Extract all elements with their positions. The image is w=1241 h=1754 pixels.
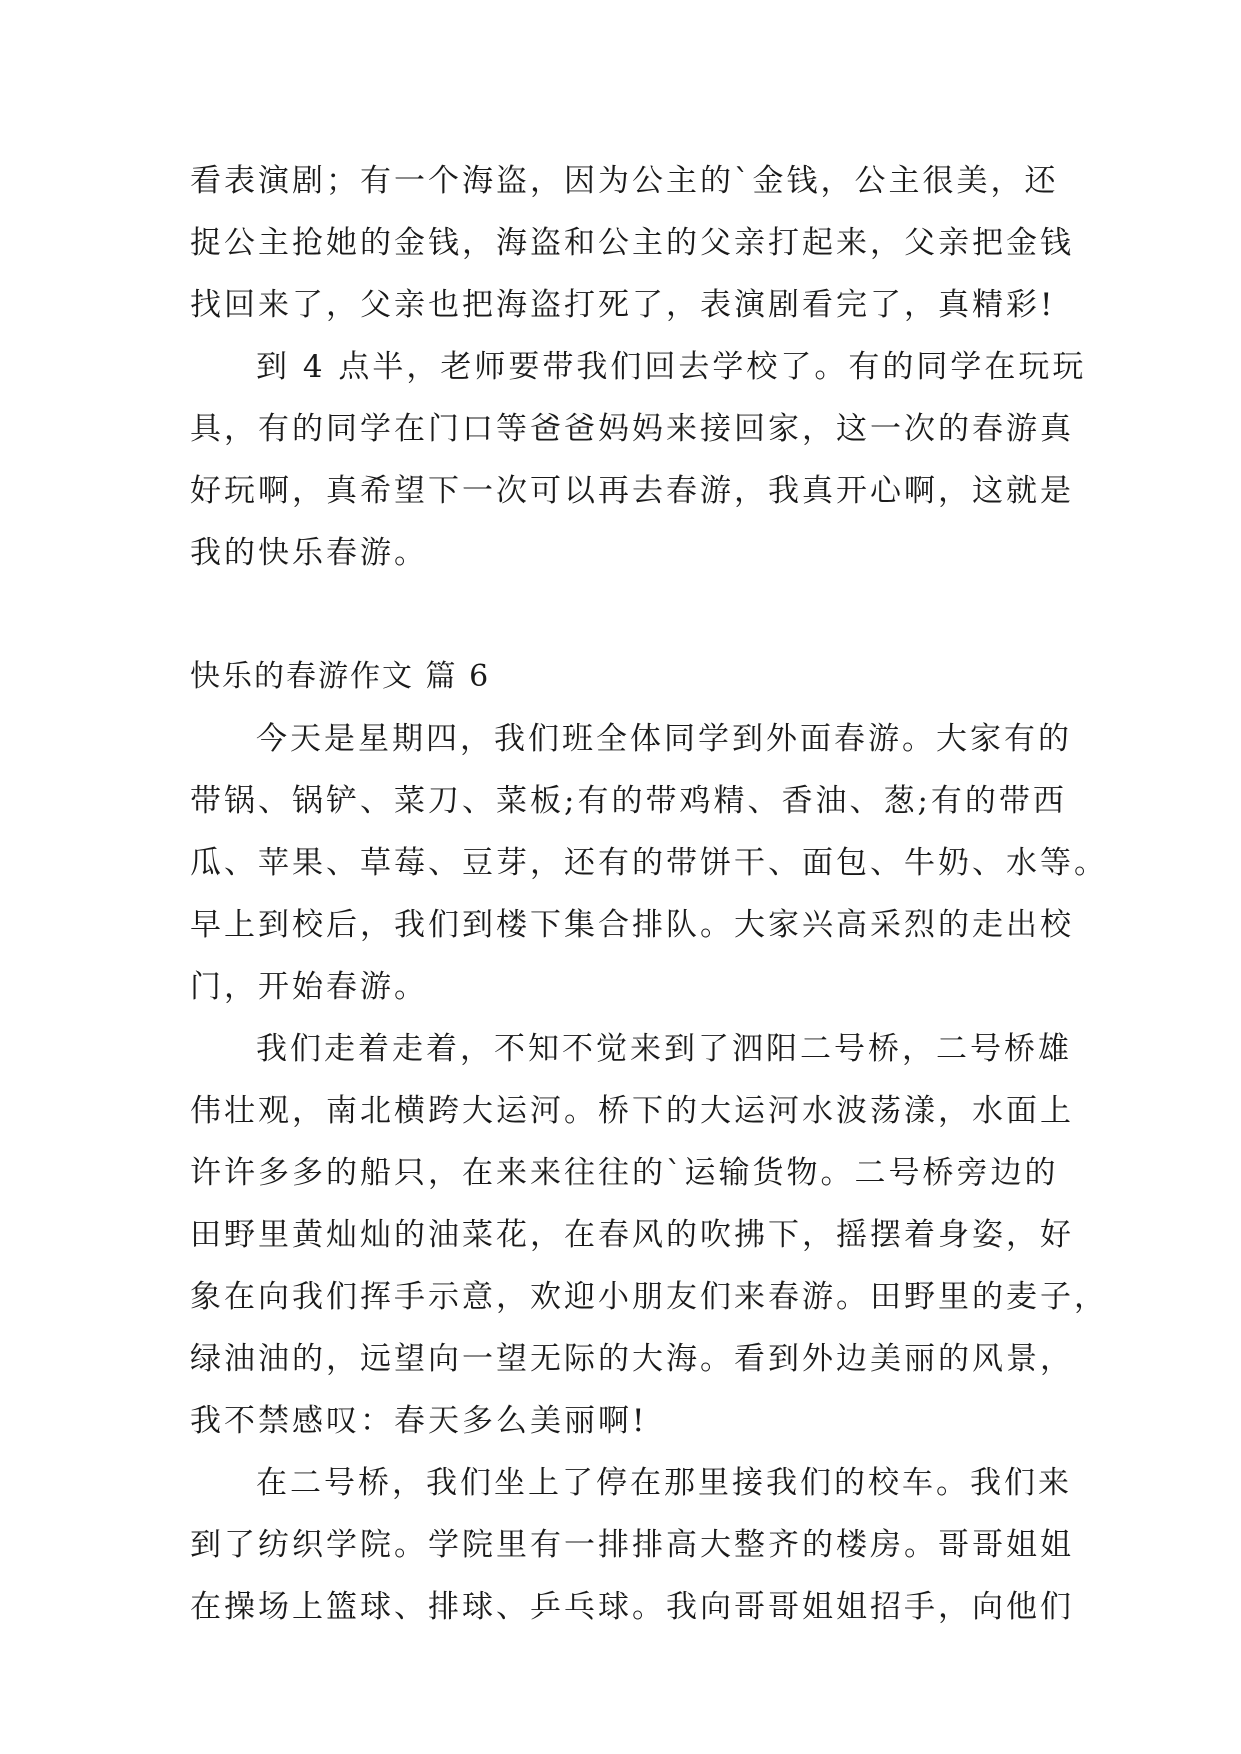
paragraph-preparation (190, 708, 1108, 1018)
text-line: 早上到校后，我们到楼下集合排队。大家兴高采烈的走出校 (190, 907, 1074, 943)
text-line: 好玩啊，真希望下一次可以再去春游，我真开心啊，这就是 (190, 473, 1074, 509)
paragraph-bridge (190, 1018, 1108, 1452)
text-line: 具，有的同学在门口等爸爸妈妈来接回家，这一次的春游真 (190, 411, 1074, 447)
section-heading: 快乐的春游作文 篇 6 (190, 659, 491, 694)
text-line: 我不禁感叹：春天多么美丽啊! (190, 1403, 648, 1439)
paragraph-performance (190, 150, 1074, 336)
text-line: 绿油油的，远望向一望无际的大海。看到外边美丽的风景， (190, 1341, 1074, 1377)
section-gap (190, 584, 1050, 646)
text-line: 在操场上篮球、排球、乒乓球。我向哥哥姐姐招手，向他们 (190, 1589, 1074, 1625)
text-line: 我们走着走着，不知不觉来到了泗阳二号桥，二号桥雄 (256, 1031, 1072, 1067)
text-line: 瓜、苹果、草莓、豆芽，还有的带饼干、面包、牛奶、水等。 (190, 845, 1108, 881)
paragraph-return-school (190, 336, 1087, 584)
text-line: 带锅、锅铲、菜刀、菜板;有的带鸡精、香油、葱;有的带西 (190, 783, 1067, 819)
text-line: 许许多多的船只，在来来往往的`运输货物。二号桥旁边的 (190, 1155, 1059, 1191)
text-line: 在二号桥，我们坐上了停在那里接我们的校车。我们来 (256, 1465, 1072, 1501)
text-line: 象在向我们挥手示意，欢迎小朋友们来春游。田野里的麦子， (190, 1279, 1108, 1315)
text-line: 捉公主抢她的金钱，海盗和公主的父亲打起来，父亲把金钱 (190, 225, 1074, 261)
text-line: 伟壮观，南北横跨大运河。桥下的大运河水波荡漾，水面上 (190, 1093, 1074, 1129)
text-line: 今天是星期四，我们班全体同学到外面春游。大家有的 (256, 721, 1072, 757)
text-line: 到了纺织学院。学院里有一排排高大整齐的楼房。哥哥姐姐 (190, 1527, 1074, 1563)
paragraph-college (190, 1452, 1074, 1638)
text-line: 田野里黄灿灿的油菜花，在春风的吹拂下，摇摆着身姿，好 (190, 1217, 1074, 1253)
text-line: 到 4 点半，老师要带我们回去学校了。有的同学在玩玩 (256, 349, 1087, 385)
text-line: 找回来了，父亲也把海盗打死了，表演剧看完了，真精彩! (190, 287, 1056, 323)
text-line: 我的快乐春游。 (190, 535, 428, 571)
document-page (190, 150, 1108, 1638)
text-line: 看表演剧；有一个海盗，因为公主的`金钱，公主很美，还 (190, 163, 1059, 199)
text-line: 门，开始春游。 (190, 969, 428, 1005)
